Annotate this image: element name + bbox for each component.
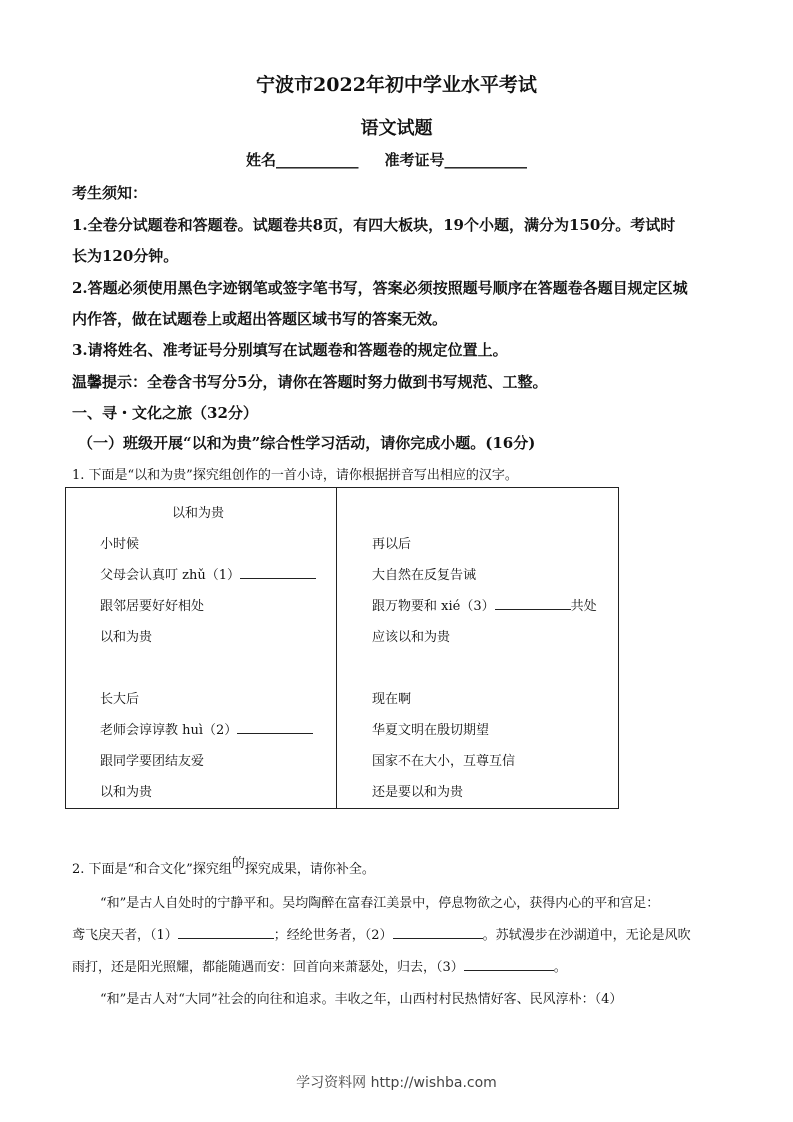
q2-paragraph-1-line-3 xyxy=(72,956,567,975)
poem-left-line-1: 小时候 xyxy=(100,537,140,552)
question-2-prompt-sup: 的 xyxy=(231,856,245,871)
poem-right-line-3-end: 共处 xyxy=(570,599,597,614)
name-field-label: 姓名___________ xyxy=(246,151,359,169)
poem-left-line-6 xyxy=(100,719,313,738)
answer-blank-2[interactable] xyxy=(237,719,313,734)
poem-right-line-2: 大自然在反复告诫 xyxy=(372,568,477,583)
poem-left-line-5: 长大后 xyxy=(100,692,140,707)
q2-line-2-c: 。苏轼漫步在沙湖道中，无论是风吹 xyxy=(482,928,691,943)
answer-blank-q2-1[interactable] xyxy=(178,924,274,939)
answer-blank-q2-2[interactable] xyxy=(393,924,483,939)
poem-left-line-2-text: 父母会认真叮 zhǔ（1） xyxy=(100,568,240,583)
candidate-id-line xyxy=(246,149,527,170)
notice-item-2: 2.答题必须使用黑色字迹钢笔或签字笔书写，答案必须按照题号顺序在答题卷各题目规定区城 xyxy=(72,279,688,297)
poem-table xyxy=(65,487,619,809)
section-1-subheading: （一）班级开展“以和为贵”综合性学习活动，请你完成小题。(16分) xyxy=(78,434,536,452)
poem-right-line-3-text: 跟万物要和 xié（3） xyxy=(372,599,495,614)
exam-title: 宁波市2022年初中学业水平考试 xyxy=(256,74,537,96)
q2-line-3-b: 。 xyxy=(553,960,567,975)
exam-id-field-label: 准考证号___________ xyxy=(384,151,528,169)
poem-right-line-4: 应该以和为贵 xyxy=(372,630,451,645)
question-2-prompt-a: 2. 下面是“和合文化”探究组 xyxy=(72,862,232,877)
notice-item-2-cont: 内作答，做在试题卷上或超出答题区域书写的答案无效。 xyxy=(72,310,448,328)
poem-right-line-1: 再以后 xyxy=(372,537,412,552)
q2-paragraph-1-line-1: “和”是古人自处时的宁静平和。吴均陶醉在富春江美景中，停息物欲之心，获得内心的平和宫足： xyxy=(100,896,660,911)
answer-blank-1[interactable] xyxy=(240,564,316,579)
poem-left-line-3: 跟邻居要好好相处 xyxy=(100,599,205,614)
section-1-heading: 一、寻・文化之旅（32分） xyxy=(72,404,258,422)
poem-left-line-7: 跟同学要团结友爱 xyxy=(100,754,205,769)
question-2-prompt-b: 探究成果，请你补全。 xyxy=(244,862,375,877)
poem-right-line-6: 华夏文明在殷切期望 xyxy=(372,723,490,738)
poem-right-line-7: 国家不在大小，互尊互信 xyxy=(372,754,516,769)
notice-item-1: 1.全卷分试题卷和答题卷。试题卷共8页，有四大板块，19个小题，满分为150分。考试时 xyxy=(72,216,676,234)
poem-table-divider xyxy=(336,488,337,808)
footer-watermark: 学习资料网 http://wishba.com xyxy=(296,1075,497,1091)
poem-left-line-8: 以和为贵 xyxy=(100,785,153,800)
q2-paragraph-2-line-1: “和”是古人对“大同”社会的向往和追求。丰收之年，山西村村民热情好客、民风淳朴：（4） xyxy=(100,992,623,1007)
q2-line-3-a: 雨打，还是阳光照耀，都能随遇而安：回首向来萧瑟处，归去，（3） xyxy=(72,960,464,975)
q2-line-2-a: 鸢飞戾天者，（1） xyxy=(72,928,178,943)
poem-right-line-3 xyxy=(372,595,597,614)
notice-heading: 考生须知： xyxy=(72,184,148,202)
q2-line-2-b: ；经纶世务者，（2） xyxy=(273,928,393,943)
poem-right-line-8: 还是要以和为贵 xyxy=(372,785,464,800)
notice-item-1-cont: 长为120分钟。 xyxy=(72,247,179,265)
answer-blank-3[interactable] xyxy=(495,595,571,610)
question-2-prompt xyxy=(72,858,375,877)
answer-blank-q2-3[interactable] xyxy=(464,956,554,971)
poem-title: 以和为贵 xyxy=(172,506,225,521)
notice-tip: 温馨提示：全卷含书写分5分，请你在答题时努力做到书写规范、工整。 xyxy=(72,373,548,391)
notice-item-3: 3.请将姓名、准考证号分别填写在试题卷和答题卷的规定位置上。 xyxy=(72,341,508,359)
poem-left-line-2 xyxy=(100,564,316,583)
question-1-prompt: 1. 下面是“以和为贵”探究组创作的一首小诗，请你根据拼音写出相应的汉字。 xyxy=(72,468,518,483)
q2-paragraph-1-line-2 xyxy=(72,924,691,943)
exam-subtitle: 语文试题 xyxy=(360,118,433,139)
poem-right-line-5: 现在啊 xyxy=(372,692,412,707)
poem-left-line-4: 以和为贵 xyxy=(100,630,153,645)
poem-left-line-6-text: 老师会谆谆教 huì（2） xyxy=(100,723,238,738)
